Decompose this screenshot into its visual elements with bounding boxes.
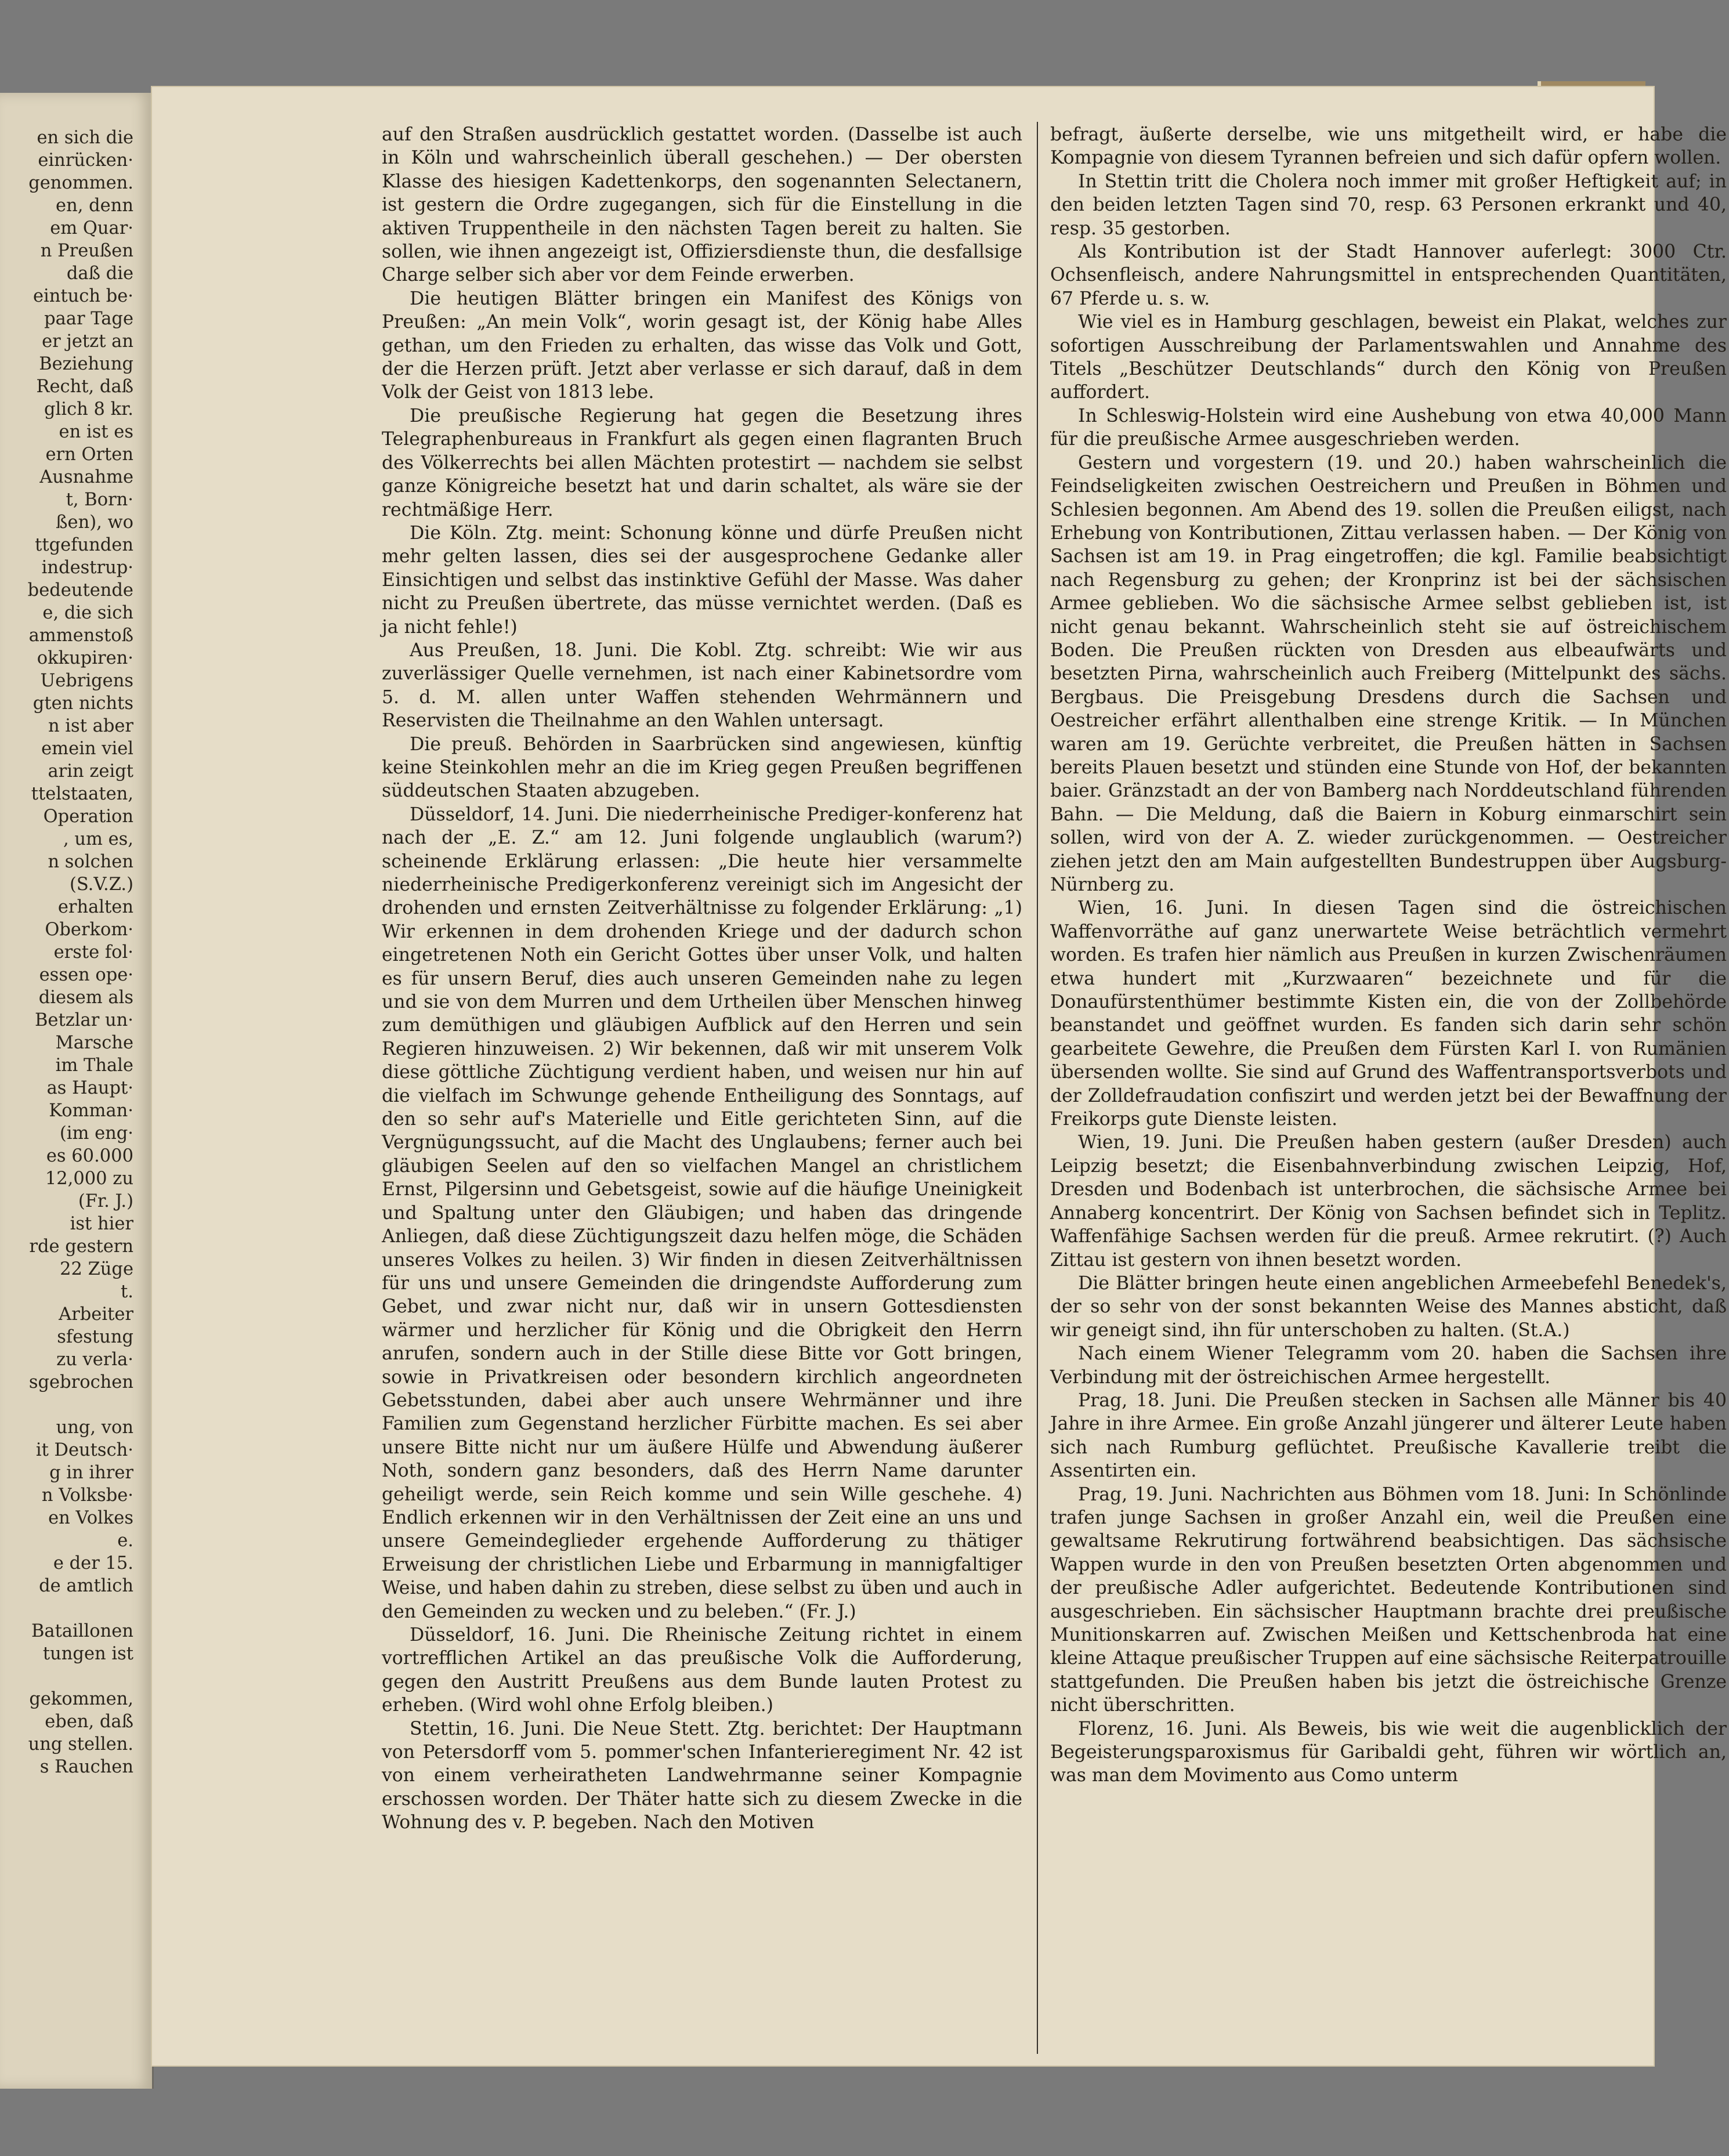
article-paragraph: Die heutigen Blätter bringen ein Manifest des Königs von Preußen: „An mein Volk“, worin gesagt ist, der König habe Alles gethan, um den Frieden zu erhalten, das wisse das Volk und Gott, der die Herzen prüft. Jetzt aber verlasse er sich darauf, daß in dem Volk der Geist von 1813 lebe. bbox=[382, 288, 1022, 403]
left-fragment-line: en Volkes bbox=[48, 1508, 133, 1528]
article-paragraph: In Stettin tritt die Cholera noch immer mit großer Heftigkeit auf; in den beiden letzten Tagen sind 70, resp. 63 Personen erkrankt und 40, resp. 35 gestorben. bbox=[1050, 171, 1727, 239]
left-fragment-line: Ausnahme bbox=[39, 467, 133, 487]
right-page bbox=[152, 87, 1727, 2065]
left-fragment-line: Operation bbox=[43, 806, 133, 827]
left-page-text-fragments bbox=[0, 126, 133, 1778]
article-paragraph: befragt, äußerte derselbe, wie uns mitgetheilt wird, er habe die Kompagnie von diesem Tyrannen befreien und sich dafür opfern wollen. bbox=[1050, 124, 1727, 169]
article-paragraph: Wie viel es in Hamburg geschlagen, beweist ein Plakat, welches zur sofortigen Ausschreibung der Parlamentswahlen und Annahme des Titels „Beschützer Deutschlands“ durch den König von Preußen auffordert. bbox=[1050, 312, 1727, 403]
left-fragment-line: arin zeigt bbox=[48, 761, 133, 782]
left-fragment-line: Komman· bbox=[49, 1101, 133, 1121]
left-fragment-line: ßen), wo bbox=[56, 512, 133, 533]
left-fragment-line: erhalten bbox=[57, 897, 133, 917]
left-fragment-line bbox=[0, 1665, 133, 1688]
article-paragraph: In Schleswig-Holstein wird eine Aushebung von etwa 40,000 Mann für die preußische Armee ausgeschrieben werden. bbox=[1050, 405, 1727, 450]
left-fragment-line: Oberkom· bbox=[45, 920, 133, 940]
left-fragment-line: Arbeiter bbox=[59, 1304, 133, 1325]
left-fragment-line: (Fr. J.) bbox=[78, 1191, 133, 1211]
left-fragment-line: es 60.000 bbox=[46, 1146, 133, 1166]
left-fragment-line: en, denn bbox=[56, 196, 133, 216]
left-fragment-line: as Haupt· bbox=[46, 1078, 133, 1098]
left-fragment-line: sfestung bbox=[57, 1327, 133, 1347]
left-fragment-line: it Deutsch· bbox=[35, 1440, 133, 1460]
left-fragment-line: eben, daß bbox=[45, 1712, 133, 1732]
left-fragment-line: ttgefunden bbox=[35, 535, 133, 555]
left-fragment-line: im Thale bbox=[55, 1055, 133, 1076]
text-column-right bbox=[1050, 123, 1727, 1788]
text-column-left bbox=[382, 123, 1022, 1835]
left-fragment-line: Beziehung bbox=[39, 354, 133, 374]
column-divider bbox=[1037, 122, 1038, 2054]
left-fragment-line: g in ihrer bbox=[49, 1463, 133, 1483]
left-fragment-line: gekommen, bbox=[29, 1689, 133, 1709]
article-paragraph: Aus Preußen, 18. Juni. Die Kobl. Ztg. schreibt: Wie wir aus zuverlässiger Quelle vernehmen, ist nach einer Kabinetsordre vom 5. d. M. allen unter Waffen stehenden Wehrmännern und Reservisten die Theilnahme an den Wahlen untersagt. bbox=[382, 639, 1022, 732]
left-fragment-line bbox=[0, 1597, 133, 1620]
left-fragment-line: n ist aber bbox=[48, 716, 133, 736]
left-fragment-line: ist hier bbox=[70, 1214, 133, 1234]
left-fragment-line: Betzlar un· bbox=[35, 1010, 133, 1030]
article-paragraph: Die preußische Regierung hat gegen die Besetzung ihres Telegraphenbureaus in Frankfurt als gegen einen flagranten Bruch des Völkerrechts bei allen Mächten protestirt — nachdem sie selbst ganze Königreiche besetzt hat und darin schaltet, als wäre sie der rechtmäßige Herr. bbox=[382, 405, 1022, 520]
left-fragment-line: daß die bbox=[66, 263, 133, 284]
left-fragment-line: ern Orten bbox=[45, 444, 133, 465]
left-fragment-line: 12,000 zu bbox=[45, 1169, 133, 1189]
left-fragment-line: emein viel bbox=[41, 739, 133, 759]
article-paragraph: Die Blätter bringen heute einen angeblichen Armeebefehl Benedek's, der so sehr von der sonst bekannten Weise des Mannes absticht, daß wir geneigt sind, ihn für unterschoben zu halten. (St.A.) bbox=[1050, 1272, 1727, 1341]
left-fragment-line: , um es, bbox=[63, 829, 133, 849]
left-fragment-line: de amtlich bbox=[39, 1576, 133, 1596]
left-fragment-line: 22 Züge bbox=[60, 1259, 133, 1279]
article-paragraph: Düsseldorf, 14. Juni. Die niederrheinische Prediger-konferenz hat nach der „E. Z.“ am 12. Juni folgende unglaublich (warum?) scheinende Erklärung erlassen: „Die heute hier versammelte niederrheinische Predigerkonferenz vereinigt sich im Angesicht der drohenden und ernsten Zeitverhältnisse zu folgender Erklärung: „1) Wir erkennen in dem drohenden Kriege und der dadurch schon eingetretenen Noth ein Gericht Gottes über unser Volk, und halten es für unsern Beruf, dies auch unseren Gemeinden nahe zu legen und sie von dem Murren und dem Urtheilen über Menschen hinweg zum demüthigen und gläubigen Aufblick auf den Herren und sein Regieren hinzuweisen. 2) Wir bekennen, daß wir mit unserem Volk diese göttliche Züchtigung verdient haben, und weisen nur hin auf die vielfach im Schwunge gehende Entheiligung des Sonntags, auf den so sehr auf's Materielle und Eitle gerichteten Sinn, auf die Vergnügungssucht, auf die Macht des Unglaubens; ferner auch bei gläubigen Seelen auf den so vielfachen Mangel an christlichem Ernst, Pilgersinn und Gebetsgeist, sowie auf die häufige Uneinigkeit und Spaltung unter den Gläubigen; und haben das dringende Anliegen, daß diese Züchtigungszeit dazu helfen möge, die Schäden unseres Volkes zu heilen. 3) Wir finden in diesen Zeitverhältnissen für uns und unsere Gemeinden die dringendste Aufforderung zum Gebet, und zwar nicht nur, daß wir in unsern Gottesdiensten wärmer und herzlicher für König und die Obrigkeit den Herrn anrufen, sondern auch in der Stille diese Bitte vor Gott bringen, sowie in Privatkreisen oder besondern kirchlich angeordneten Gebetsstunden, dabei aber auch unsere Wehrmänner und ihre Familien zum Gegenstand herzlicher Fürbitte machen. Es sei aber unsere Bitte nicht nur um äußere Hülfe und Abwendung äußerer Noth, sondern ganz besonders, daß des Herrn Name darunter geheiligt werde, sein Reich komme und sein Wille geschehe. 4) Endlich erkennen wir in den Verhältnissen der Zeit eine an uns und unsere Gemeindeglieder ergehende Aufforderung zu thätiger Erweisung der christlichen Liebe und Erbarmung in mannigfaltiger Weise, und haben dahin zu streben, diese selbst zu üben und auch in den Gemeinden zu wecken und zu beleben.“ (Fr. J.) bbox=[382, 804, 1022, 1622]
left-fragment-line: sgebrochen bbox=[28, 1372, 133, 1392]
left-fragment-line: paar Tage bbox=[44, 309, 133, 329]
article-paragraph: Wien, 16. Juni. In diesen Tagen sind die östreichischen Waffenvorräthe auf ganz unerwartete Weise beträchtlich vermehrt worden. Es trafen hier nämlich aus Preußen in kurzen Zwischenräumen etwa hundert mit „Kurzwaaren“ bezeichnete und für die Donaufürstenthümer bestimmte Kisten ein, die von der Zollbehörde beanstandet und geöffnet wurden. Es fanden sich darin sehr schön gearbeitete Gewehre, die Preußen dem Fürsten Karl I. von Rumänien übersenden wollte. Sie sind auf Grund des Waffentransportsverbots und der Zolldefraudation confiszirt und werden jetzt bei der Bewaffnung der Freikorps gute Dienste leisten. bbox=[1050, 898, 1727, 1130]
left-fragment-line: ung, von bbox=[56, 1417, 133, 1438]
article-paragraph: Prag, 18. Juni. Die Preußen stecken in Sachsen alle Männer bis 40 Jahre in ihre Armee. Ein große Anzahl jüngerer und älterer Leute haben sich nach Rumburg geflüchtet. Preußische Kavallerie treibt die Assentirten ein. bbox=[1050, 1390, 1727, 1482]
left-fragment-line: ttelstaaten, bbox=[31, 784, 133, 804]
article-paragraph: Wien, 19. Juni. Die Preußen haben gestern (außer Dresden) auch Leipzig besetzt; die Eisenbahnverbindung zwischen Leipzig, Hof, Dresden und Bodenbach ist unterbrochen, die sächsische Armee bei Annaberg koncentrirt. Der König von Sachsen befindet sich in Teplitz. Waffenfähige Sachsen werden für die preuß. Armee rekrutirt. (?) Auch Zittau ist gestern von ihnen besetzt worden. bbox=[1050, 1132, 1727, 1271]
article-paragraph: Gestern und vorgestern (19. und 20.) haben wahrscheinlich die Feindseligkeiten zwischen Oestreichern und Preußen in Böhmen und Schlesien begonnen. Am Abend des 19. sollen die Preußen eiligst, nach Erhebung von Kontributionen, Zittau verlassen haben. — Der König von Sachsen ist am 19. in Prag eingetroffen; die kgl. Familie beabsichtigt nach Regensburg zu gehen; der Kronprinz ist bei der sächsischen Armee geblieben. Wo die sächsische Armee selbst geblieben ist, ist nicht genau bekannt. Wahrscheinlich steht sie auf östreichischem Boden. Die Preußen rückten von Dresden aus elbeaufwärts und besetzten Pirna, wahrscheinlich auch Freiberg (Mittelpunkt des sächs. Bergbaus. Die Preisgebung Dresdens durch die Sachsen und Oestreicher erfährt allenthalben eine strenge Kritik. — In München waren am 19. Gerüchte verbreitet, die Preußen hätten in Sachsen bereits Plauen besetzt und stünden eine Stunde von Hof, der bekannten baier. Gränzstadt an der von Bamberg nach Norddeutschland führenden Bahn. — Die Meldung, daß die Baiern in Koburg einmarschirt sein sollen, wird von der A. Z. wieder zurückgenommen. — Oestreicher ziehen jetzt den am Main aufgestellten Bundestruppen über Augsburg-Nürnberg zu. bbox=[1050, 452, 1727, 895]
left-fragment-line: em Quar· bbox=[50, 218, 133, 238]
left-fragment-line: t. bbox=[121, 1282, 133, 1302]
left-fragment-line: e. bbox=[117, 1531, 133, 1551]
left-fragment-line: n solchen bbox=[48, 852, 133, 872]
left-fragment-line: tungen ist bbox=[42, 1644, 133, 1664]
left-fragment-line: Bataillonen bbox=[31, 1621, 133, 1641]
left-fragment-line: gten nichts bbox=[32, 693, 133, 714]
left-fragment-line: essen ope· bbox=[39, 965, 133, 985]
left-fragment-line: diesem als bbox=[38, 987, 133, 1008]
left-fragment-line: n Volksbe· bbox=[41, 1485, 133, 1506]
article-paragraph: Düsseldorf, 16. Juni. Die Rheinische Zeitung richtet in einem vortrefflichen Artikel an das preußische Volk die Aufforderung, gegen den Austritt Preußens aus dem Bunde lauten Protest zu erheben. (Wird wohl ohne Erfolg bleiben.) bbox=[382, 1625, 1022, 1716]
left-fragment-line bbox=[0, 1394, 133, 1416]
article-paragraph: Die preuß. Behörden in Saarbrücken sind angewiesen, künftig keine Steinkohlen mehr an die im Krieg gegen Preußen begriffenen süddeutschen Staaten abzugeben. bbox=[382, 733, 1022, 802]
article-paragraph: Nach einem Wiener Telegramm vom 20. haben die Sachsen ihre Verbindung mit der östreichischen Armee hergestellt. bbox=[1050, 1343, 1727, 1388]
left-fragment-line: zu verla· bbox=[56, 1350, 133, 1370]
left-fragment-line: (S.V.Z.) bbox=[69, 874, 133, 895]
left-fragment-line: genommen. bbox=[28, 173, 133, 193]
left-fragment-line: ammenstoß bbox=[28, 625, 133, 646]
left-fragment-line: indestrup· bbox=[41, 558, 133, 578]
left-fragment-line: bedeutende bbox=[27, 580, 133, 601]
left-fragment-line: e, die sich bbox=[42, 603, 133, 623]
article-paragraph: Die Köln. Ztg. meint: Schonung könne und dürfe Preußen nicht mehr gelten lassen, dies sei der ausgesprochene Gedanke aller Einsichtigen und selbst das instinktive Gefühl der Masse. Was daher nicht zu Preußen übertrete, das müsse vernichtet werden. (Daß es ja nicht fehle!) bbox=[382, 522, 1022, 638]
article-paragraph: auf den Straßen ausdrücklich gestattet worden. (Dasselbe ist auch in Köln und wahrscheinlich überall geschehen.) — Der obersten Klasse des hiesigen Kadettenkorps, den sogenannten Selectanern, ist gestern die Ordre zugegangen, sich für die Einstellung in die aktiven Truppentheile in den nächsten Tagen bereit zu halten. Sie sollen, wie ihnen angezeigt ist, Offiziersdienste thun, die desfallsige Charge selber sich aber vor dem Feinde erwerben. bbox=[382, 124, 1022, 286]
left-fragment-line: einrücken· bbox=[38, 150, 133, 171]
left-fragment-line: t, Born· bbox=[66, 490, 133, 510]
left-fragment-line: (im eng· bbox=[59, 1123, 133, 1144]
left-fragment-line: erste fol· bbox=[53, 942, 133, 963]
left-fragment-line: rde gestern bbox=[29, 1236, 133, 1257]
left-fragment-line: e der 15. bbox=[53, 1553, 133, 1573]
left-fragment-line: en sich die bbox=[37, 128, 133, 148]
left-fragment-line: s Rauchen bbox=[39, 1757, 133, 1777]
left-fragment-line: Recht, daß bbox=[36, 377, 133, 397]
left-fragment-line: glich 8 kr. bbox=[44, 399, 133, 419]
article-paragraph: Als Kontribution ist der Stadt Hannover auferlegt: 3000 Ctr. Ochsenfleisch, andere Nahrungsmittel in entsprechenden Quantitäten, 67 Pferde u. s. w. bbox=[1050, 241, 1727, 309]
article-paragraph: Florenz, 16. Juni. Als Beweis, bis wie weit die augenblicklich der Begeisterungsparoxismus für Garibaldi geht, führen wir wörtlich an, was man dem Movimento aus Como unterm bbox=[1050, 1718, 1727, 1786]
article-paragraph: Prag, 19. Juni. Nachrichten aus Böhmen vom 18. Juni: In Schönlinde trafen junge Sachsen in großer Anzahl ein, weil die Preußen eine gewaltsame Rekrutirung fortwährend beabsichtigen. Das sächsische Wappen wurde in den von Preußen besetzten Orten abgenommen und der preußische Adler aufgerichtet. Bedeutende Kontributionen sind ausgeschrieben. Ein sächsischer Hauptmann brachte drei preußische Munitionskarren auf. Zwischen Meißen und Kettschenbroda hat eine kleine Attaque preußischer Truppen auf eine sächsische Reiterpatrouille stattgefunden. Die Preußen haben bis jetzt die östreichische Grenze nicht überschritten. bbox=[1050, 1484, 1727, 1716]
left-fragment-line: okkupiren· bbox=[37, 648, 133, 668]
left-page bbox=[0, 93, 154, 2089]
left-fragment-line: eintuch be· bbox=[32, 286, 133, 306]
left-fragment-line: Uebrigens bbox=[40, 671, 133, 691]
left-fragment-line: Marsche bbox=[55, 1033, 133, 1053]
left-fragment-line: er jetzt an bbox=[42, 331, 133, 352]
left-fragment-line: ung stellen. bbox=[28, 1734, 133, 1755]
left-fragment-line: n Preußen bbox=[40, 241, 133, 261]
left-fragment-line: en ist es bbox=[59, 422, 133, 442]
article-paragraph: Stettin, 16. Juni. Die Neue Stett. Ztg. berichtet: Der Hauptmann von Petersdorff vom 5. pommer'schen Infanterieregiment Nr. 42 ist von einem verheiratheten Landwehrmanne seiner Kompagnie erschossen worden. Der Thäter hatte sich zu diesem Zwecke in die Wohnung des v. P. begeben. Nach den Motiven bbox=[382, 1718, 1022, 1833]
